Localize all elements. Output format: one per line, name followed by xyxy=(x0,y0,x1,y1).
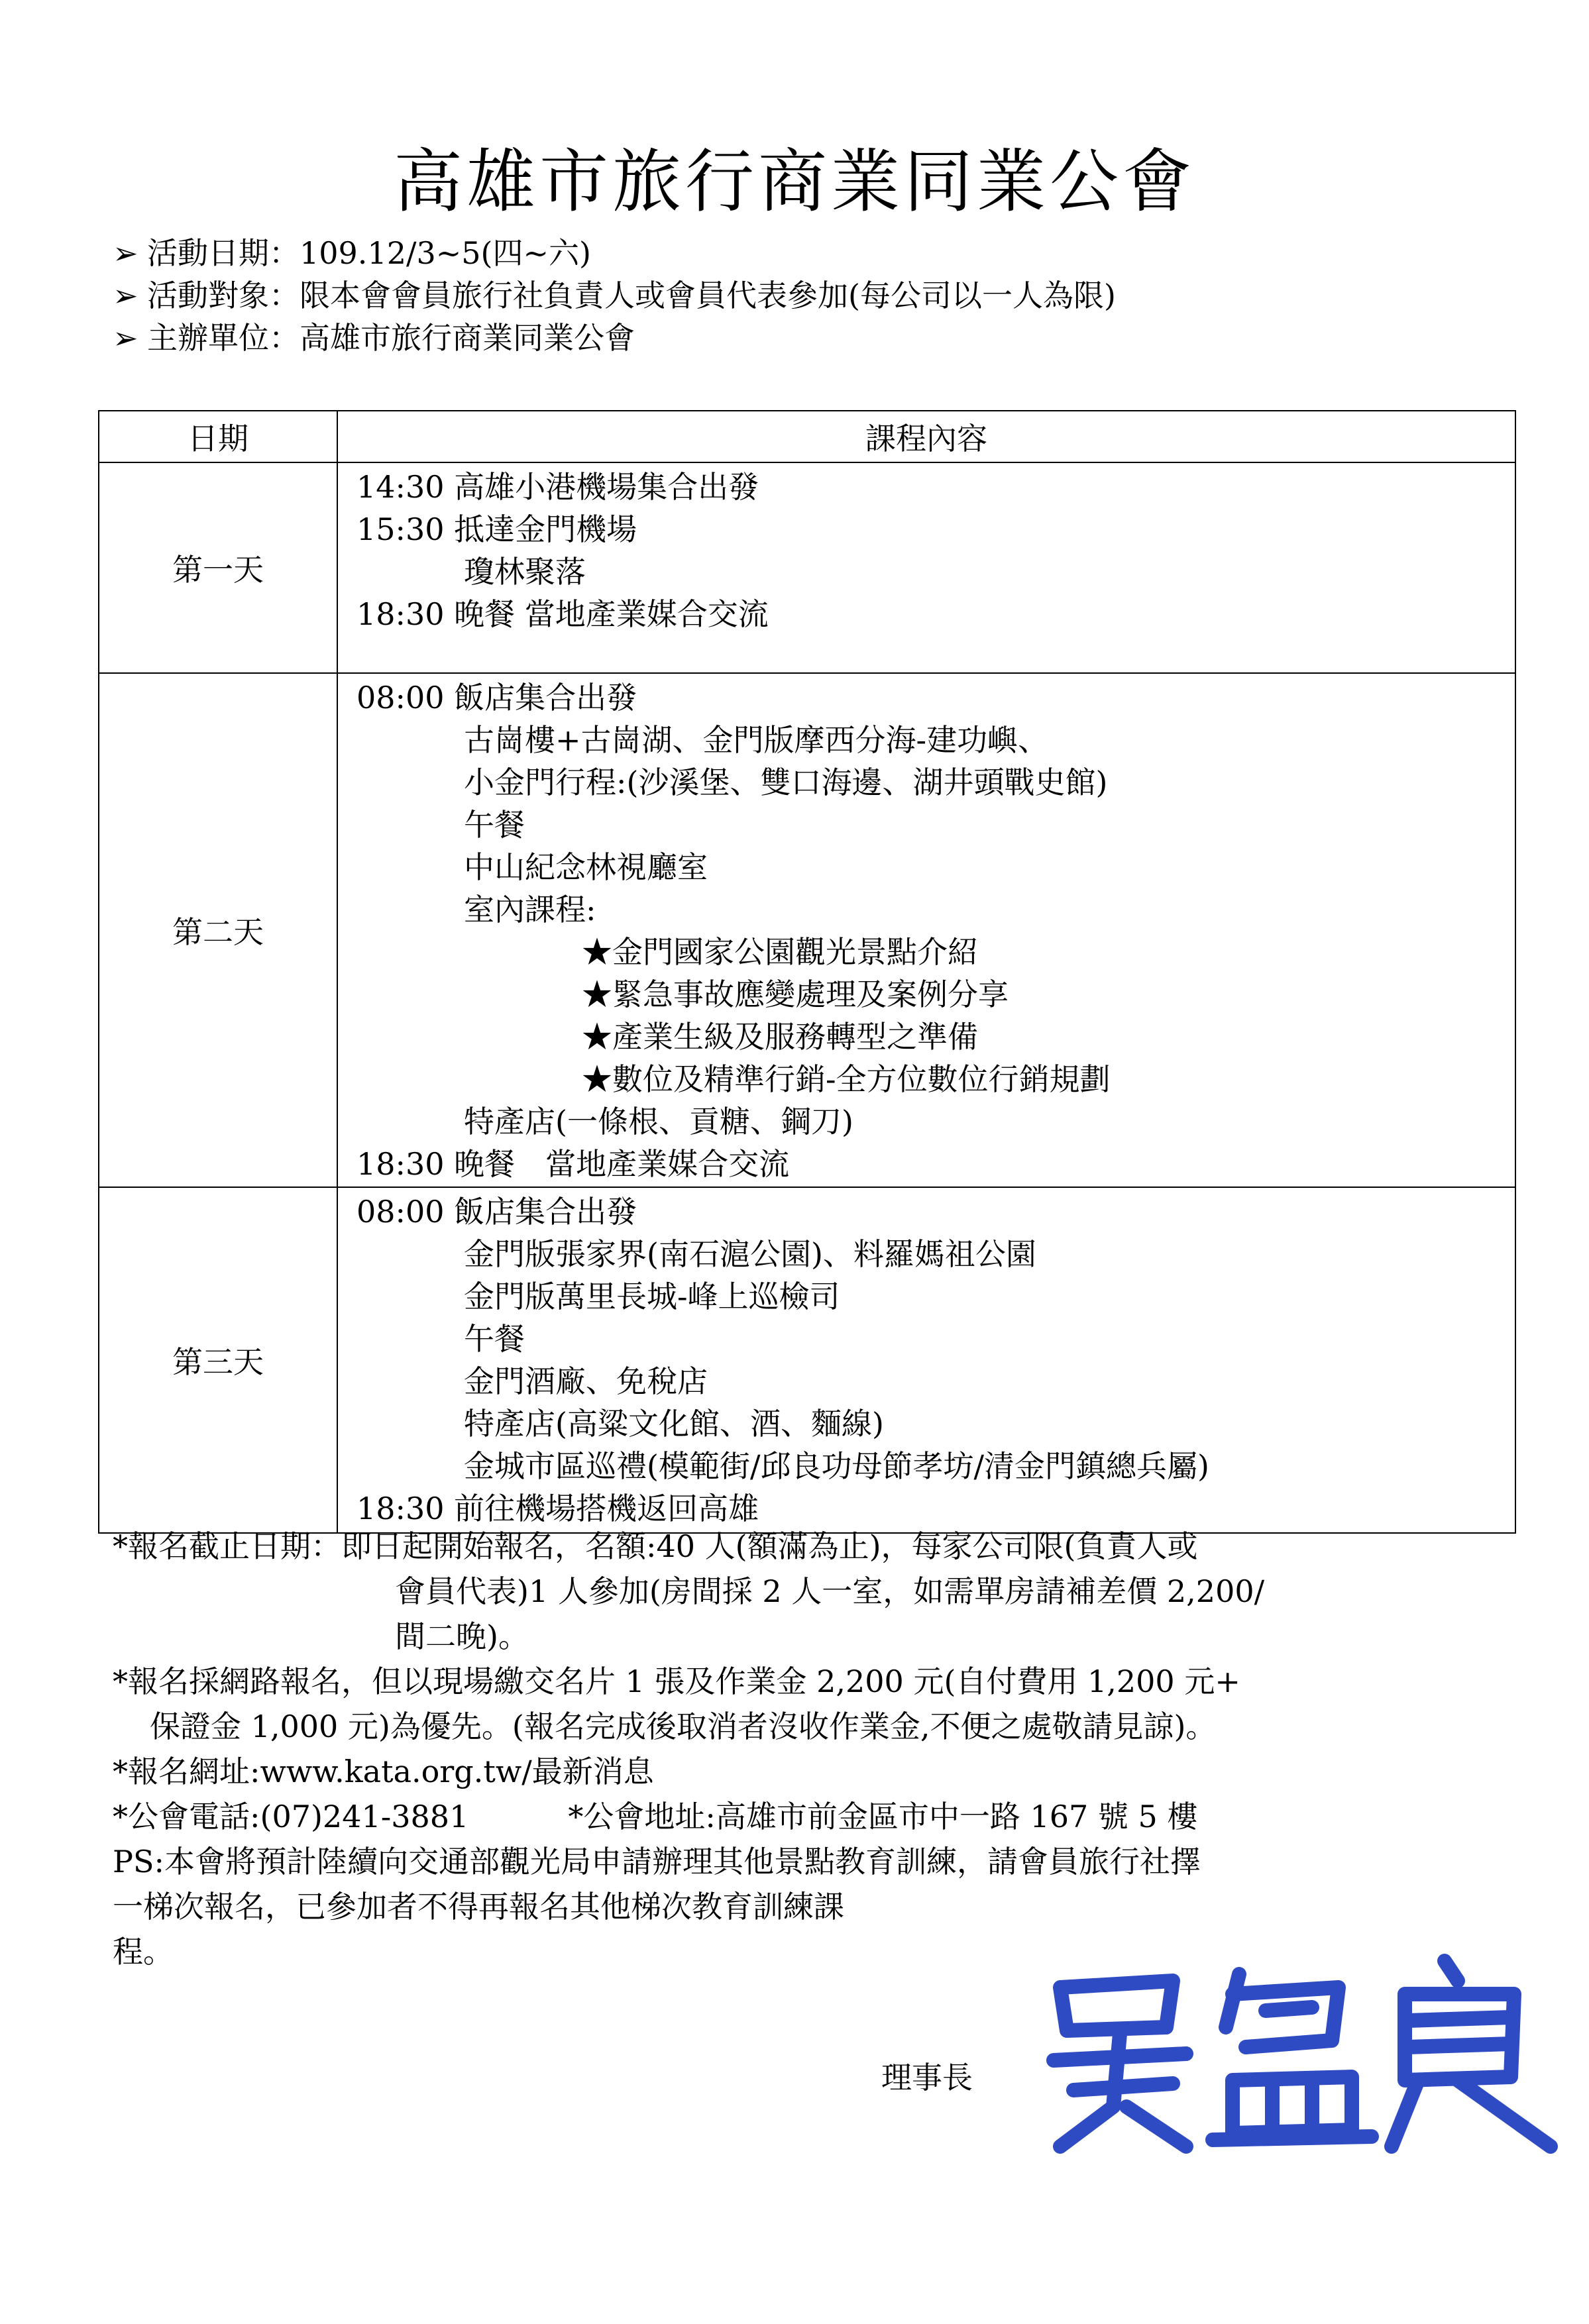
schedule-line: 午餐 xyxy=(464,807,525,843)
schedule-line: 瓊林聚落 xyxy=(464,554,586,590)
schedule-line: 特產店(一條根、貢糖、鋼刀) xyxy=(464,1104,853,1139)
day-content xyxy=(337,1187,1515,1533)
phone-note: *公會電話:(07)241-3881 xyxy=(113,1799,469,1834)
deadline-note-cont: 會員代表)1 人參加(房間採 2 人一室，如需單房請補差價 2,200/ xyxy=(395,1573,1265,1609)
page-title: 高雄市旅行商業同業公會 xyxy=(393,141,1195,222)
chairman-signature xyxy=(1034,1948,1564,2166)
course-item: ★金門國家公園觀光景點介紹 xyxy=(582,934,978,970)
schedule-line: 室內課程: xyxy=(464,892,596,927)
schedule-line: 金門版萬里長城-峰上巡檢司 xyxy=(464,1279,840,1314)
arrow-bullet-icon: ➢ xyxy=(113,235,138,271)
schedule-line: 特產店(高粱文化館、酒、麵線) xyxy=(464,1406,884,1442)
day-label: 第一天 xyxy=(99,462,337,673)
schedule-line: 中山紀念林視廳室 xyxy=(464,849,708,885)
deadline-note-cont: 間二晚)。 xyxy=(395,1618,529,1654)
ps-note-cont: 一梯次報名，已參加者不得再報名其他梯次教育訓練課 xyxy=(113,1889,844,1925)
schedule-line: 金城市區巡禮(模範街/邱良功母節孝坊/清金門鎮總兵屬) xyxy=(464,1448,1209,1484)
table-row-day3 xyxy=(99,1187,1515,1533)
day-label: 第二天 xyxy=(99,673,337,1187)
registration-notes xyxy=(113,1524,1264,1974)
course-item: ★緊急事故應變處理及案例分享 xyxy=(582,977,1009,1012)
schedule-line: 金門酒廠、免稅店 xyxy=(464,1363,708,1399)
schedule-line: 08:00 飯店集合出發 xyxy=(356,680,637,715)
table-header-row xyxy=(99,411,1515,462)
info-date: ➢ 活動日期：109.12/3~5(四~六) xyxy=(113,232,1116,274)
ps-note: PS:本會將預計陸續向交通部觀光局申請辦理其他景點教育訓練，請會員旅行社擇 xyxy=(113,1844,1201,1879)
schedule-table xyxy=(98,410,1516,1534)
online-registration-note-cont: 保證金 1,000 元)為優先。(報名完成後取消者沒收作業金,不便之處敬請見諒)。 xyxy=(150,1709,1217,1744)
schedule-line: 小金門行程:(沙溪堡、雙口海邊、湖井頭戰史館) xyxy=(464,765,1108,800)
info-audience: ➢ 活動對象：限本會會員旅行社負責人或會員代表參加(每公司以一人為限) xyxy=(113,274,1116,317)
schedule-line: 18:30 晚餐 當地產業媒合交流 xyxy=(356,1146,790,1182)
day-label: 第三天 xyxy=(99,1187,337,1533)
table-row-day1 xyxy=(99,462,1515,673)
schedule-line: 午餐 xyxy=(464,1321,525,1357)
address-note: *公會地址:高雄市前金區市中一路 167 號 5 樓 xyxy=(568,1799,1198,1834)
schedule-line: 金門版張家界(南石滬公園)、料羅媽祖公園 xyxy=(464,1236,1036,1272)
schedule-line: 15:30 抵達金門機場 xyxy=(356,511,637,547)
deadline-note: *報名截止日期：即日起開始報名，名額:40 人(額滿為止)，每家公司限(負責人或 xyxy=(113,1528,1198,1564)
info-organizer: ➢ 主辦單位：高雄市旅行商業同業公會 xyxy=(113,317,1116,359)
event-info xyxy=(113,232,1116,359)
header-content: 課程內容 xyxy=(337,411,1515,462)
schedule-line: 18:30 前往機場搭機返回高雄 xyxy=(356,1491,759,1526)
schedule-line: 14:30 高雄小港機場集合出發 xyxy=(356,469,759,505)
course-item: ★產業生級及服務轉型之準備 xyxy=(582,1019,978,1055)
chairman-label: 理事長 xyxy=(881,2060,973,2095)
contact-line xyxy=(113,1794,1264,1839)
course-item: ★數位及精準行銷-全方位數位行銷規劃 xyxy=(582,1061,1111,1097)
table-row-day2 xyxy=(99,673,1515,1187)
ps-note-cont: 程。 xyxy=(113,1934,174,1970)
schedule-line: 18:30 晚餐 當地產業媒合交流 xyxy=(356,596,769,632)
day-content xyxy=(337,673,1515,1187)
header-date: 日期 xyxy=(99,411,337,462)
arrow-bullet-icon: ➢ xyxy=(113,278,138,313)
schedule-line: 古崗樓+古崗湖、金門版摩西分海-建功嶼、 xyxy=(464,722,1049,758)
arrow-bullet-icon: ➢ xyxy=(113,320,138,356)
online-registration-note: *報名採網路報名，但以現場繳交名片 1 張及作業金 2,200 元(自付費用 1,200 元+ xyxy=(113,1664,1240,1699)
schedule-line: 08:00 飯店集合出發 xyxy=(356,1194,637,1230)
day-content xyxy=(337,462,1515,673)
website-note: *報名網址:www.kata.org.tw/最新消息 xyxy=(113,1754,654,1789)
